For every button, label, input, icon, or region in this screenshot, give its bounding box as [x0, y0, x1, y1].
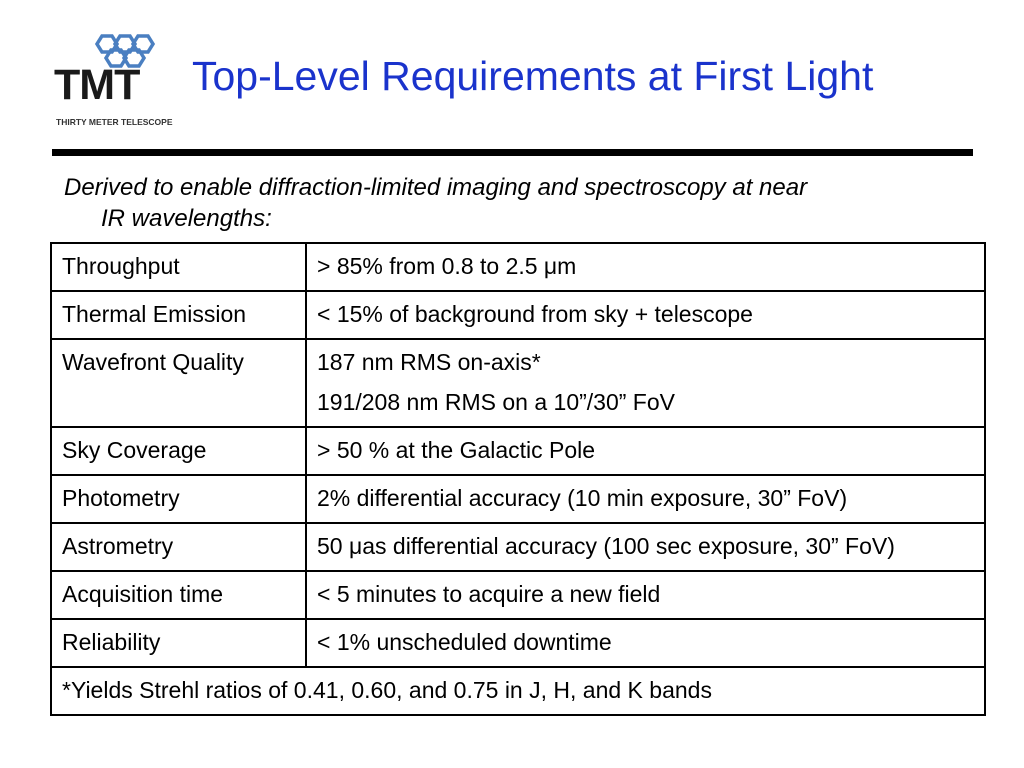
logo-subtitle: THIRTY METER TELESCOPE: [56, 117, 173, 127]
subtitle-line-2: IR wavelengths:: [101, 205, 272, 232]
requirement-value-line: 191/208 nm RMS on a 10”/30” FoV: [317, 389, 675, 415]
table-footnote-row: [51, 667, 985, 715]
table-row: [51, 427, 985, 475]
requirement-value-line: < 15% of background from sky + telescope: [317, 301, 753, 327]
requirement-label: Acquisition time: [51, 571, 306, 619]
requirement-label: Thermal Emission: [51, 291, 306, 339]
requirement-label: Wavefront Quality: [51, 339, 306, 427]
table-row: [51, 523, 985, 571]
requirement-value: [306, 427, 985, 475]
slide-title: Top-Level Requirements at First Light: [192, 53, 874, 99]
requirement-value: [306, 243, 985, 291]
requirement-label: Astrometry: [51, 523, 306, 571]
table-footnote: *Yields Strehl ratios of 0.41, 0.60, and 0.75 in J, H, and K bands: [51, 667, 985, 715]
requirement-value-line: 50 μas differential accuracy (100 sec exposure, 30” FoV): [317, 533, 895, 559]
requirement-value: [306, 339, 985, 427]
table-row: [51, 619, 985, 667]
logo-wordmark: TMT: [54, 61, 140, 109]
requirement-value-line: 187 nm RMS on-axis*: [317, 349, 541, 375]
requirement-value-line: > 50 % at the Galactic Pole: [317, 437, 596, 463]
requirement-value: [306, 291, 985, 339]
slide-subtitle: [64, 172, 964, 234]
table-row: [51, 339, 985, 427]
requirement-label: Photometry: [51, 475, 306, 523]
table-row: [51, 291, 985, 339]
requirement-value-line: < 5 minutes to acquire a new field: [317, 581, 661, 607]
requirements-table: [50, 242, 986, 716]
table-row: [51, 571, 985, 619]
requirement-value-line: 2% differential accuracy (10 min exposure, 30” FoV): [317, 485, 848, 511]
table-row: [51, 475, 985, 523]
requirement-value: [306, 571, 985, 619]
requirement-value: [306, 475, 985, 523]
subtitle-line-1: Derived to enable diffraction-limited imaging and spectroscopy at near: [64, 174, 808, 201]
table-row: [51, 243, 985, 291]
requirement-label: Reliability: [51, 619, 306, 667]
requirement-value: [306, 619, 985, 667]
requirement-label: Throughput: [51, 243, 306, 291]
requirement-value-line: > 85% from 0.8 to 2.5 μm: [317, 253, 577, 279]
requirement-value: [306, 523, 985, 571]
requirement-value-line: < 1% unscheduled downtime: [317, 629, 612, 655]
requirement-label: Sky Coverage: [51, 427, 306, 475]
tmt-logo: [52, 34, 192, 134]
title-divider: [52, 149, 973, 156]
